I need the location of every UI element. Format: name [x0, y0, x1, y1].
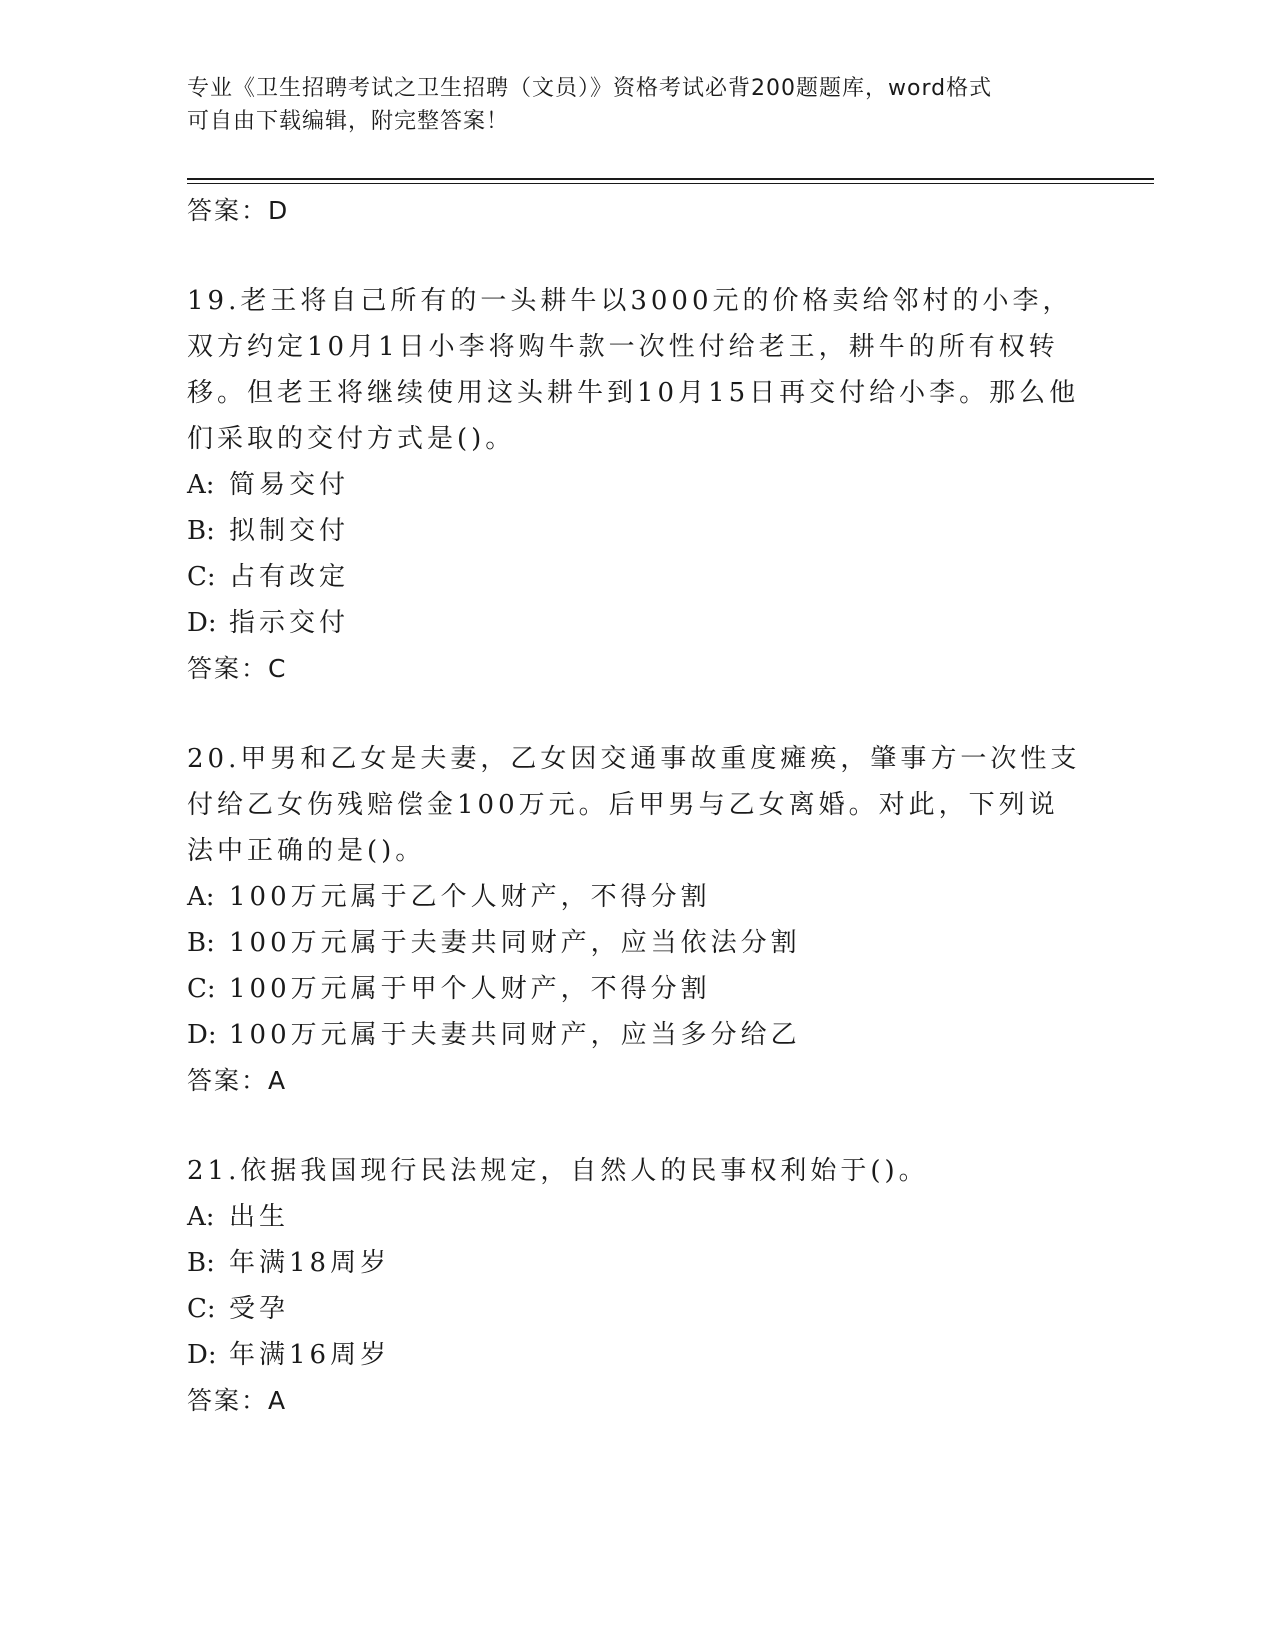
option-c — [187, 1286, 1087, 1332]
question-text: 19.老王将自己所有的一头耕牛以3000元的价格卖给邻村的小李，双方约定10月1日小李将购牛款一次性付给老王，耕牛的所有权转移。但老王将继续使用这头耕牛到10月15日再交付给小李。那么他们采取的交付方式是()。 — [187, 286, 1080, 454]
option-text: 简易交付 — [229, 470, 350, 500]
option-text: 年满18周岁 — [229, 1248, 391, 1278]
option-b — [187, 508, 1087, 554]
option-text: 拟制交付 — [229, 516, 350, 546]
option-key: C: — [187, 974, 216, 1004]
option-text: 指示交付 — [229, 608, 350, 638]
option-key: A: — [187, 1202, 215, 1232]
question-block-21 — [187, 1148, 1087, 1424]
option-d — [187, 600, 1087, 646]
option-key: A: — [187, 470, 215, 500]
header-rule-thin — [187, 183, 1154, 184]
option-text: 100万元属于甲个人财产，不得分割 — [229, 974, 711, 1004]
option-d — [187, 1332, 1087, 1378]
question-block-20 — [187, 736, 1087, 1104]
question-text: 21.依据我国现行民法规定，自然人的民事权利始于()。 — [187, 1156, 929, 1186]
option-b — [187, 1240, 1087, 1286]
option-text: 100万元属于夫妻共同财产，应当依法分割 — [229, 928, 801, 958]
option-key: D: — [187, 608, 217, 638]
option-key: D: — [187, 1020, 217, 1050]
answer-line: 答案：A — [187, 1386, 288, 1415]
option-text: 受孕 — [229, 1294, 290, 1324]
option-text: 出生 — [229, 1202, 290, 1232]
header-title-line-2: 可自由下载编辑，附完整答案！ — [187, 109, 510, 134]
answer-line: 答案：C — [187, 654, 288, 683]
option-a — [187, 874, 1087, 920]
answer-line: 答案：D — [187, 196, 290, 225]
option-a — [187, 1194, 1087, 1240]
option-key: C: — [187, 562, 216, 592]
option-c — [187, 554, 1087, 600]
option-b — [187, 920, 1087, 966]
option-key: D: — [187, 1340, 217, 1370]
question-list — [187, 188, 1087, 1424]
option-d — [187, 1012, 1087, 1058]
option-key: B: — [187, 516, 215, 546]
header-title-line-1: 专业《卫生招聘考试之卫生招聘（文员）》资格考试必背200题题库，word格式 — [187, 76, 993, 101]
answer-line: 答案：A — [187, 1066, 288, 1095]
option-text: 100万元属于乙个人财产，不得分割 — [229, 882, 711, 912]
option-key: A: — [187, 882, 215, 912]
page-header — [187, 72, 1087, 138]
question-text: 20.甲男和乙女是夫妻，乙女因交通事故重度瘫痪，肇事方一次性支付给乙女伤残赔偿金100万元。后甲男与乙女离婚。对此，下列说法中正确的是()。 — [187, 744, 1081, 866]
option-key: C: — [187, 1294, 216, 1324]
option-text: 占有改定 — [229, 562, 350, 592]
header-rule-thick — [187, 178, 1154, 180]
option-text: 年满16周岁 — [229, 1340, 391, 1370]
option-c — [187, 966, 1087, 1012]
option-a — [187, 462, 1087, 508]
option-key: B: — [187, 928, 215, 958]
option-text: 100万元属于夫妻共同财产，应当多分给乙 — [229, 1020, 801, 1050]
question-block-19 — [187, 278, 1087, 692]
option-key: B: — [187, 1248, 215, 1278]
